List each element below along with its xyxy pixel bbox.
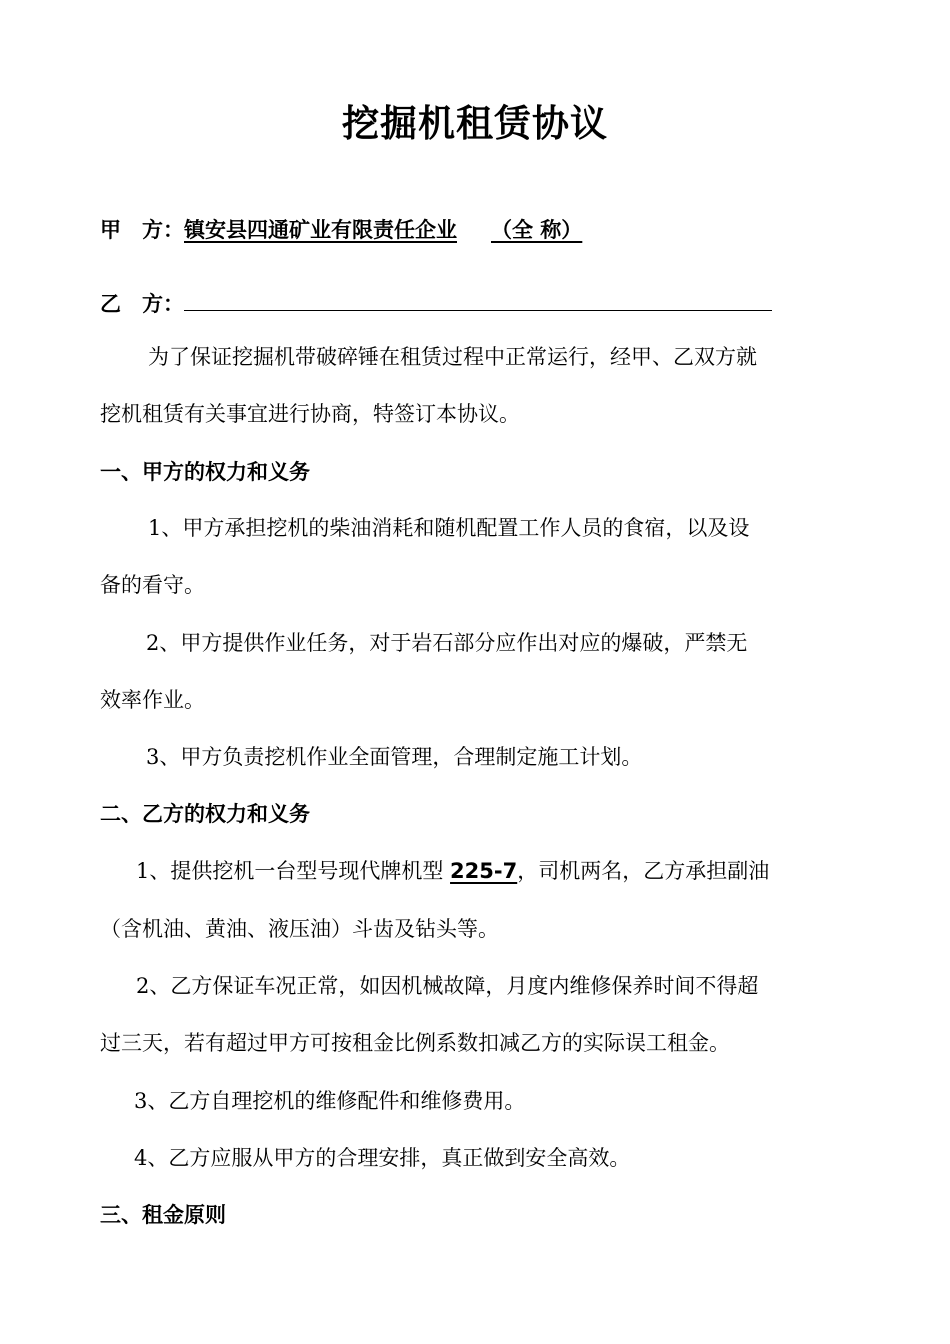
s1-item1-line1: 1、甲方承担挖机的柴油消耗和随机配置工作人员的食宿，以及设 [148,516,750,540]
s2-item2-line1: 2、乙方保证车况正常，如因机械故障，月度内维修保养时间不得超 [136,974,759,998]
section3-heading: 三、租金原则 [100,1203,226,1227]
section1-heading: 一、甲方的权力和义务 [100,460,310,484]
party-a-value: 镇安县四通矿业有限责任企业 [184,218,457,242]
s1-item2-line2: 效率作业。 [100,688,205,712]
intro-line-2: 挖机租赁有关事宜进行协商，特签订本协议。 [100,402,520,426]
s2-item4: 4、乙方应服从甲方的合理安排，真正做到安全高效。 [134,1146,631,1170]
document-title: 挖掘机租赁协议 [342,102,608,145]
intro-line-1: 为了保证挖掘机带破碎锤在租赁过程中正常运行，经甲、乙双方就 [148,345,757,369]
s2-item3: 3、乙方自理挖机的维修配件和维修费用。 [134,1089,526,1113]
section2-heading: 二、乙方的权力和义务 [100,802,310,826]
machine-model: 225-7 [450,859,518,883]
s2-item1-line2: （含机油、黄油、液压油）斗齿及钻头等。 [100,917,499,941]
s2-item1-prefix: 1、提供挖机一台型号现代牌机型 [136,859,451,883]
s1-item3: 3、甲方负责挖机作业全面管理，合理制定施工计划。 [146,745,643,769]
s1-item2-line1: 2、甲方提供作业任务，对于岩石部分应作出对应的爆破，严禁无 [146,631,748,655]
party-b-blank [184,288,772,311]
party-a-label: 甲 方： [100,218,184,242]
s1-item1-line2: 备的看守。 [100,573,205,597]
party-a-line [100,216,582,244]
s2-item1-line1 [136,857,769,885]
party-b-label: 乙 方： [100,292,184,316]
s2-item1-suffix: ，司机两名，乙方承担副油 [517,859,770,883]
party-b-line [100,288,772,318]
party-a-note: （全 称） [491,218,583,242]
s2-item2-line2: 过三天，若有超过甲方可按租金比例系数扣减乙方的实际误工租金。 [100,1031,730,1055]
party-a-underlined [184,218,582,242]
